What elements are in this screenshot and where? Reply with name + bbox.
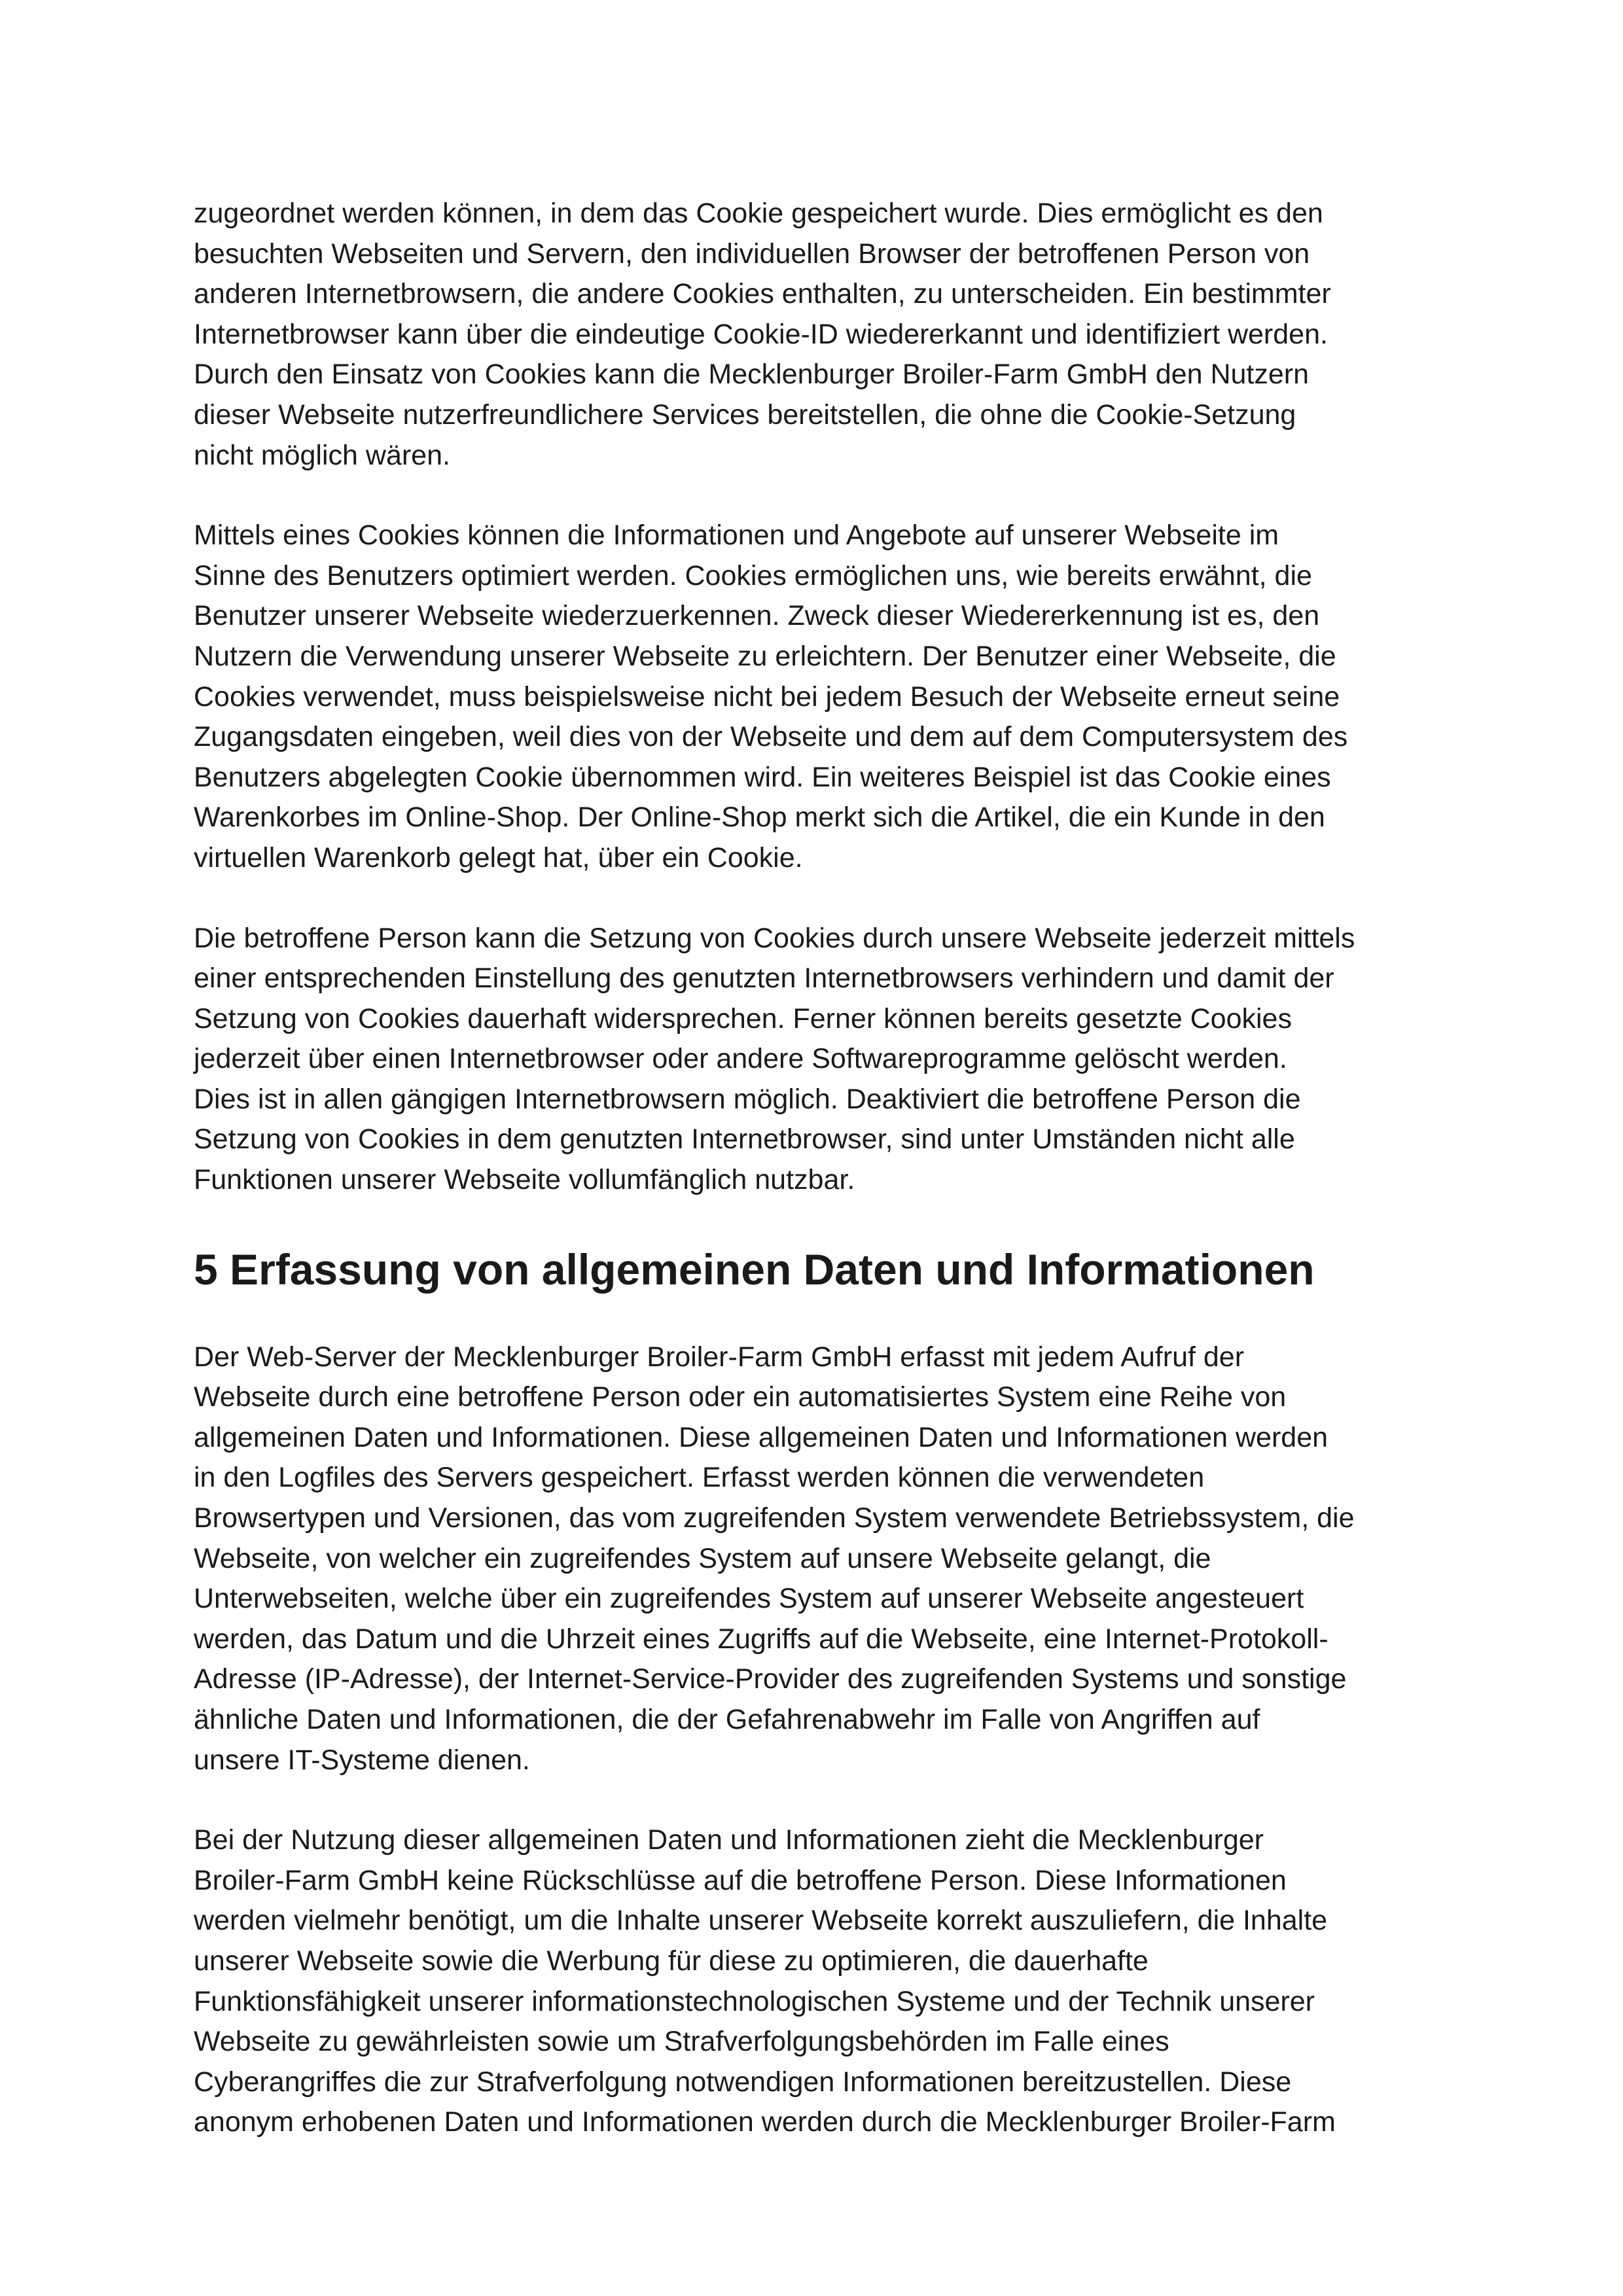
text-line: zugeordnet werden können, in dem das Cookie gespeichert wurde. Dies ermöglicht es den: [194, 198, 1323, 229]
text-line: Cyberangriffes die zur Strafverfolgung notwendigen Informationen bereitzustellen. Diese: [194, 2066, 1292, 2098]
paragraph-cookie-identification: [194, 194, 1437, 476]
text-line: Der Web-Server der Mecklenburger Broiler-Farm GmbH erfasst mit jedem Aufruf der: [194, 1341, 1245, 1373]
text-line: Warenkorbes im Online-Shop. Der Online-Shop merkt sich die Artikel, die ein Kunde in den: [194, 802, 1325, 834]
text-line: besuchten Webseiten und Servern, den individuellen Browser der betroffenen Person von: [194, 238, 1310, 270]
paragraph-data-usage: [194, 1820, 1437, 2143]
text-line: Broiler-Farm GmbH keine Rückschlüsse auf die betroffene Person. Diese Informationen: [194, 1864, 1287, 1896]
document-body: [194, 194, 1437, 2183]
text-line: Nutzern die Verwendung unserer Webseite zu erleichtern. Der Benutzer einer Webseite, die: [194, 640, 1336, 672]
paragraph-cookie-objection: [194, 919, 1437, 1201]
text-line: werden vielmehr benötigt, um die Inhalte unserer Webseite korrekt auszuliefern, die Inhalte: [194, 1905, 1328, 1937]
text-line: unsere IT-Systeme dienen.: [194, 1744, 530, 1776]
text-line: Setzung von Cookies dauerhaft widersprechen. Ferner können bereits gesetzte Cookies: [194, 1002, 1292, 1034]
text-line: Benutzers abgelegten Cookie übernommen wird. Ein weiteres Beispiel ist das Cookie eines: [194, 761, 1331, 793]
text-line: allgemeinen Daten und Informationen. Diese allgemeinen Daten und Informationen werden: [194, 1421, 1329, 1453]
paragraph-cookie-optimization: [194, 516, 1437, 878]
text-line: Webseite zu gewährleisten sowie um Strafverfolgungsbehörden im Falle eines: [194, 2026, 1169, 2058]
text-line: anderen Internetbrowsern, die andere Cookies enthalten, zu unterscheiden. Ein bestimmter: [194, 278, 1331, 310]
text-line: dieser Webseite nutzerfreundlichere Services bereitstellen, die ohne die Cookie-Setzung: [194, 398, 1296, 431]
text-line: Durch den Einsatz von Cookies kann die Mecklenburger Broiler-Farm GmbH den Nutzern: [194, 359, 1310, 391]
text-line: in den Logfiles des Servers gespeichert. Erfasst werden können die verwendeten: [194, 1462, 1205, 1494]
text-line: Internetbrowser kann über die eindeutige Cookie-ID wiedererkannt und identifiziert werden.: [194, 318, 1328, 350]
text-line: Setzung von Cookies in dem genutzten Internetbrowser, sind unter Umständen nicht alle: [194, 1123, 1295, 1156]
text-line: Funktionsfähigkeit unserer informationstechnologischen Systeme und der Technik unserer: [194, 1985, 1315, 2017]
text-line: Zugangsdaten eingeben, weil dies von der Webseite und dem auf dem Computersystem des: [194, 721, 1348, 753]
text-line: werden, das Datum und die Uhrzeit eines Zugriffs auf die Webseite, eine Internet-Protokoll-: [194, 1623, 1329, 1655]
text-line: Die betroffene Person kann die Setzung von Cookies durch unsere Webseite jederzeit mittels: [194, 922, 1355, 954]
text-line: Mittels eines Cookies können die Informationen und Angebote auf unserer Webseite im: [194, 520, 1279, 552]
text-line: jederzeit über einen Internetbrowser oder andere Softwareprogramme gelöscht werden.: [194, 1043, 1287, 1075]
text-line: Adresse (IP-Adresse), der Internet-Service-Provider des zugreifenden Systems und sonstige: [194, 1663, 1347, 1695]
text-line: Webseite, von welcher ein zugreifendes System auf unsere Webseite gelangt, die: [194, 1542, 1211, 1574]
text-line: unserer Webseite sowie die Werbung für diese zu optimieren, die dauerhafte: [194, 1945, 1149, 1977]
text-line: Funktionen unserer Webseite vollumfänglich nutzbar.: [194, 1164, 855, 1196]
text-line: Benutzer unserer Webseite wiederzuerkennen. Zweck dieser Wiedererkennung ist es, den: [194, 600, 1320, 632]
text-line: Bei der Nutzung dieser allgemeinen Daten und Informationen zieht die Mecklenburger: [194, 1824, 1264, 1856]
text-line: Browsertypen und Versionen, das vom zugreifenden System verwendete Betriebssystem, die: [194, 1502, 1355, 1534]
text-line: virtuellen Warenkorb gelegt hat, über ein Cookie.: [194, 841, 803, 874]
text-line: nicht möglich wären.: [194, 439, 450, 471]
text-line: Webseite durch eine betroffene Person oder ein automatisiertes System eine Reihe von: [194, 1381, 1287, 1413]
text-line: einer entsprechenden Einstellung des genutzten Internetbrowsers verhindern und damit der: [194, 963, 1334, 995]
section-heading: 5 Erfassung von allgemeinen Daten und Informationen: [194, 1245, 1315, 1294]
text-line: Cookies verwendet, muss beispielsweise nicht bei jedem Besuch der Webseite erneut seine: [194, 680, 1340, 713]
paragraph-server-logfiles: [194, 1337, 1437, 1781]
text-line: ähnliche Daten und Informationen, die der Gefahrenabwehr im Falle von Angriffen auf: [194, 1704, 1260, 1735]
text-line: Dies ist in allen gängigen Internetbrowsern möglich. Deaktiviert die betroffene Person die: [194, 1083, 1301, 1115]
text-line: anonym erhobenen Daten und Informationen werden durch die Mecklenburger Broiler-Farm: [194, 2106, 1336, 2138]
text-line: Unterwebseiten, welche über ein zugreifendes System auf unserer Webseite angesteuert: [194, 1583, 1304, 1615]
text-line: Sinne des Benutzers optimiert werden. Cookies ermöglichen uns, wie bereits erwähnt, die: [194, 559, 1312, 592]
